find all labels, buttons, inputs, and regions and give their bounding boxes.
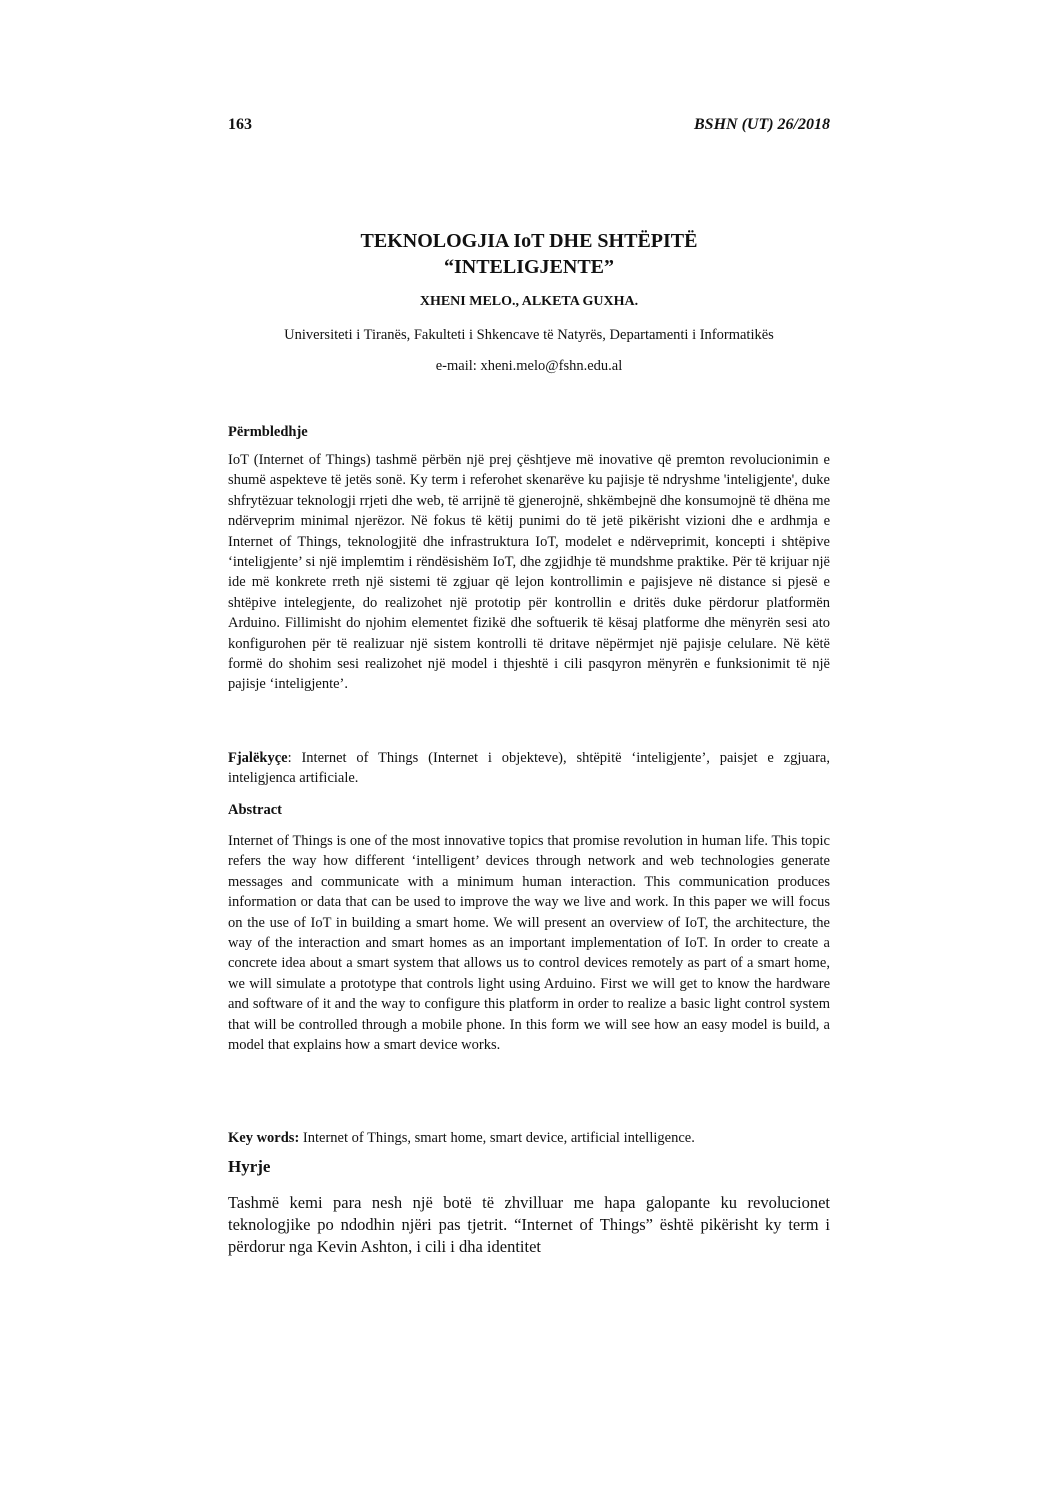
abstract-keywords-label: Key words:: [228, 1130, 300, 1146]
abstract-heading: Abstract: [228, 802, 282, 818]
page-number: 163: [228, 116, 252, 133]
affiliation: Universiteti i Tiranës, Fakulteti i Shkencave të Natyrës, Departamenti i Informatikës: [284, 327, 774, 343]
email: e-mail: xheni.melo@fshn.edu.al: [435, 358, 623, 374]
abstract-keywords-text: Internet of Things, smart home, smart device, artificial intelligence.: [299, 1130, 695, 1146]
hyrje-text: Tashmë kemi para nesh një botë të zhvilluar me hapa galopante ku revolucionet teknologjike po ndodhin njëri pas tjetrit. “Internet of Things” është pikërisht ky term i përdorur nga Kevin Ashton, i cili i dha identitet: [228, 1193, 830, 1256]
abstract-text: Internet of Things is one of the most innovative topics that promise revolution in human life. This topic refers the way how different ‘intelligent’ devices through network and web technologies generate messages and communicate with a minimum human interaction. This communication produces information or data that can be used to improve the way we live and work. In this paper we will focus on the use of IoT in building a smart home. We will present an overview of IoT, the architecture, the way of the interaction and smart homes as an important implementation of IoT. In order to create a concrete idea about a smart system that allows us to control devices remotely as part of a smart home, we will simulate a prototype that controls light using Arduino. First we will get to know the hardware and software of it and the way to configure this platform in order to realize a basic light control system that will be controlled through a mobile phone. In this form we will see how an easy model is build, a model that explains how a smart device works.: [228, 833, 830, 1054]
title-line-1: TEKNOLOGJIA IoT DHE SHTËPITË: [360, 230, 698, 252]
permbledhje-heading: Përmbledhje: [228, 424, 308, 440]
permbledhje-keywords: [228, 748, 830, 789]
paper-title: [200, 228, 858, 280]
authors: XHENI MELO., ALKETA GUXHA.: [419, 294, 639, 309]
abstract-section: [228, 831, 830, 1055]
permbledhje-keywords-text: : Internet of Things (Internet i objekteve), shtëpitë ‘inteligjente’, paisjet e zgjuara, inteligjenca artificiale.: [228, 750, 830, 787]
hyrje-heading: Hyrje: [228, 1157, 271, 1176]
abstract-keywords: [228, 1128, 830, 1148]
permbledhje-section: [228, 450, 830, 695]
hyrje-section: [228, 1192, 830, 1258]
permbledhje-text: IoT (Internet of Things) tashmë përbën një prej çështjeve më inovative që premton revolucionimin e shumë aspekteve të jetës sonë. Ky term i referohet skenarëve ku pajisje të ndryshme 'inteligjente', duke shfrytëzuar teknologji rrjeti dhe web, të arrijnë të gjenerojnë, shkëmbejnë dhe konsumojnë të dhëna me ndërveprim minimal njerëzor. Në fokus të këtij punimi do të jetë pikërisht vizioni dhe e ardhmja e Internet of Things, teknologjitë dhe infrastruktura IoT, modelet e ndërveprimit, koncepti i shtëpive ‘inteligjente’ si një implemtim i rëndësishëm IoT, dhe zgjidhje të mundshme praktike. Për të krijuar një ide më konkrete rreth një sistemi të zgjuar që lejon kontrollimin e pajisjeve në distance si pjesë e shtëpive intelegjente, do realizohet një prototip për kontrollin e dritës duke përdorur platformën Arduino. Fillimisht do njohim elementet fizikë dhe softuerik të kësaj platforme dhe mënyrën sesi ato konfigurohen për të realizuar një sistem kontrolli të dritave nëpërmjet një pajisje celulare. Në këtë formë do shohim sesi realizohet një model i thjeshtë i cili pasqyron mënyrën e funksionimit të një pajisje ‘inteligjente’.: [228, 452, 830, 693]
page-header: [228, 116, 830, 138]
journal-reference: BSHN (UT) 26/2018: [694, 116, 830, 133]
title-line-2: “INTELIGJENTE”: [443, 256, 615, 278]
permbledhje-keywords-label: Fjalëkyçe: [228, 750, 288, 766]
